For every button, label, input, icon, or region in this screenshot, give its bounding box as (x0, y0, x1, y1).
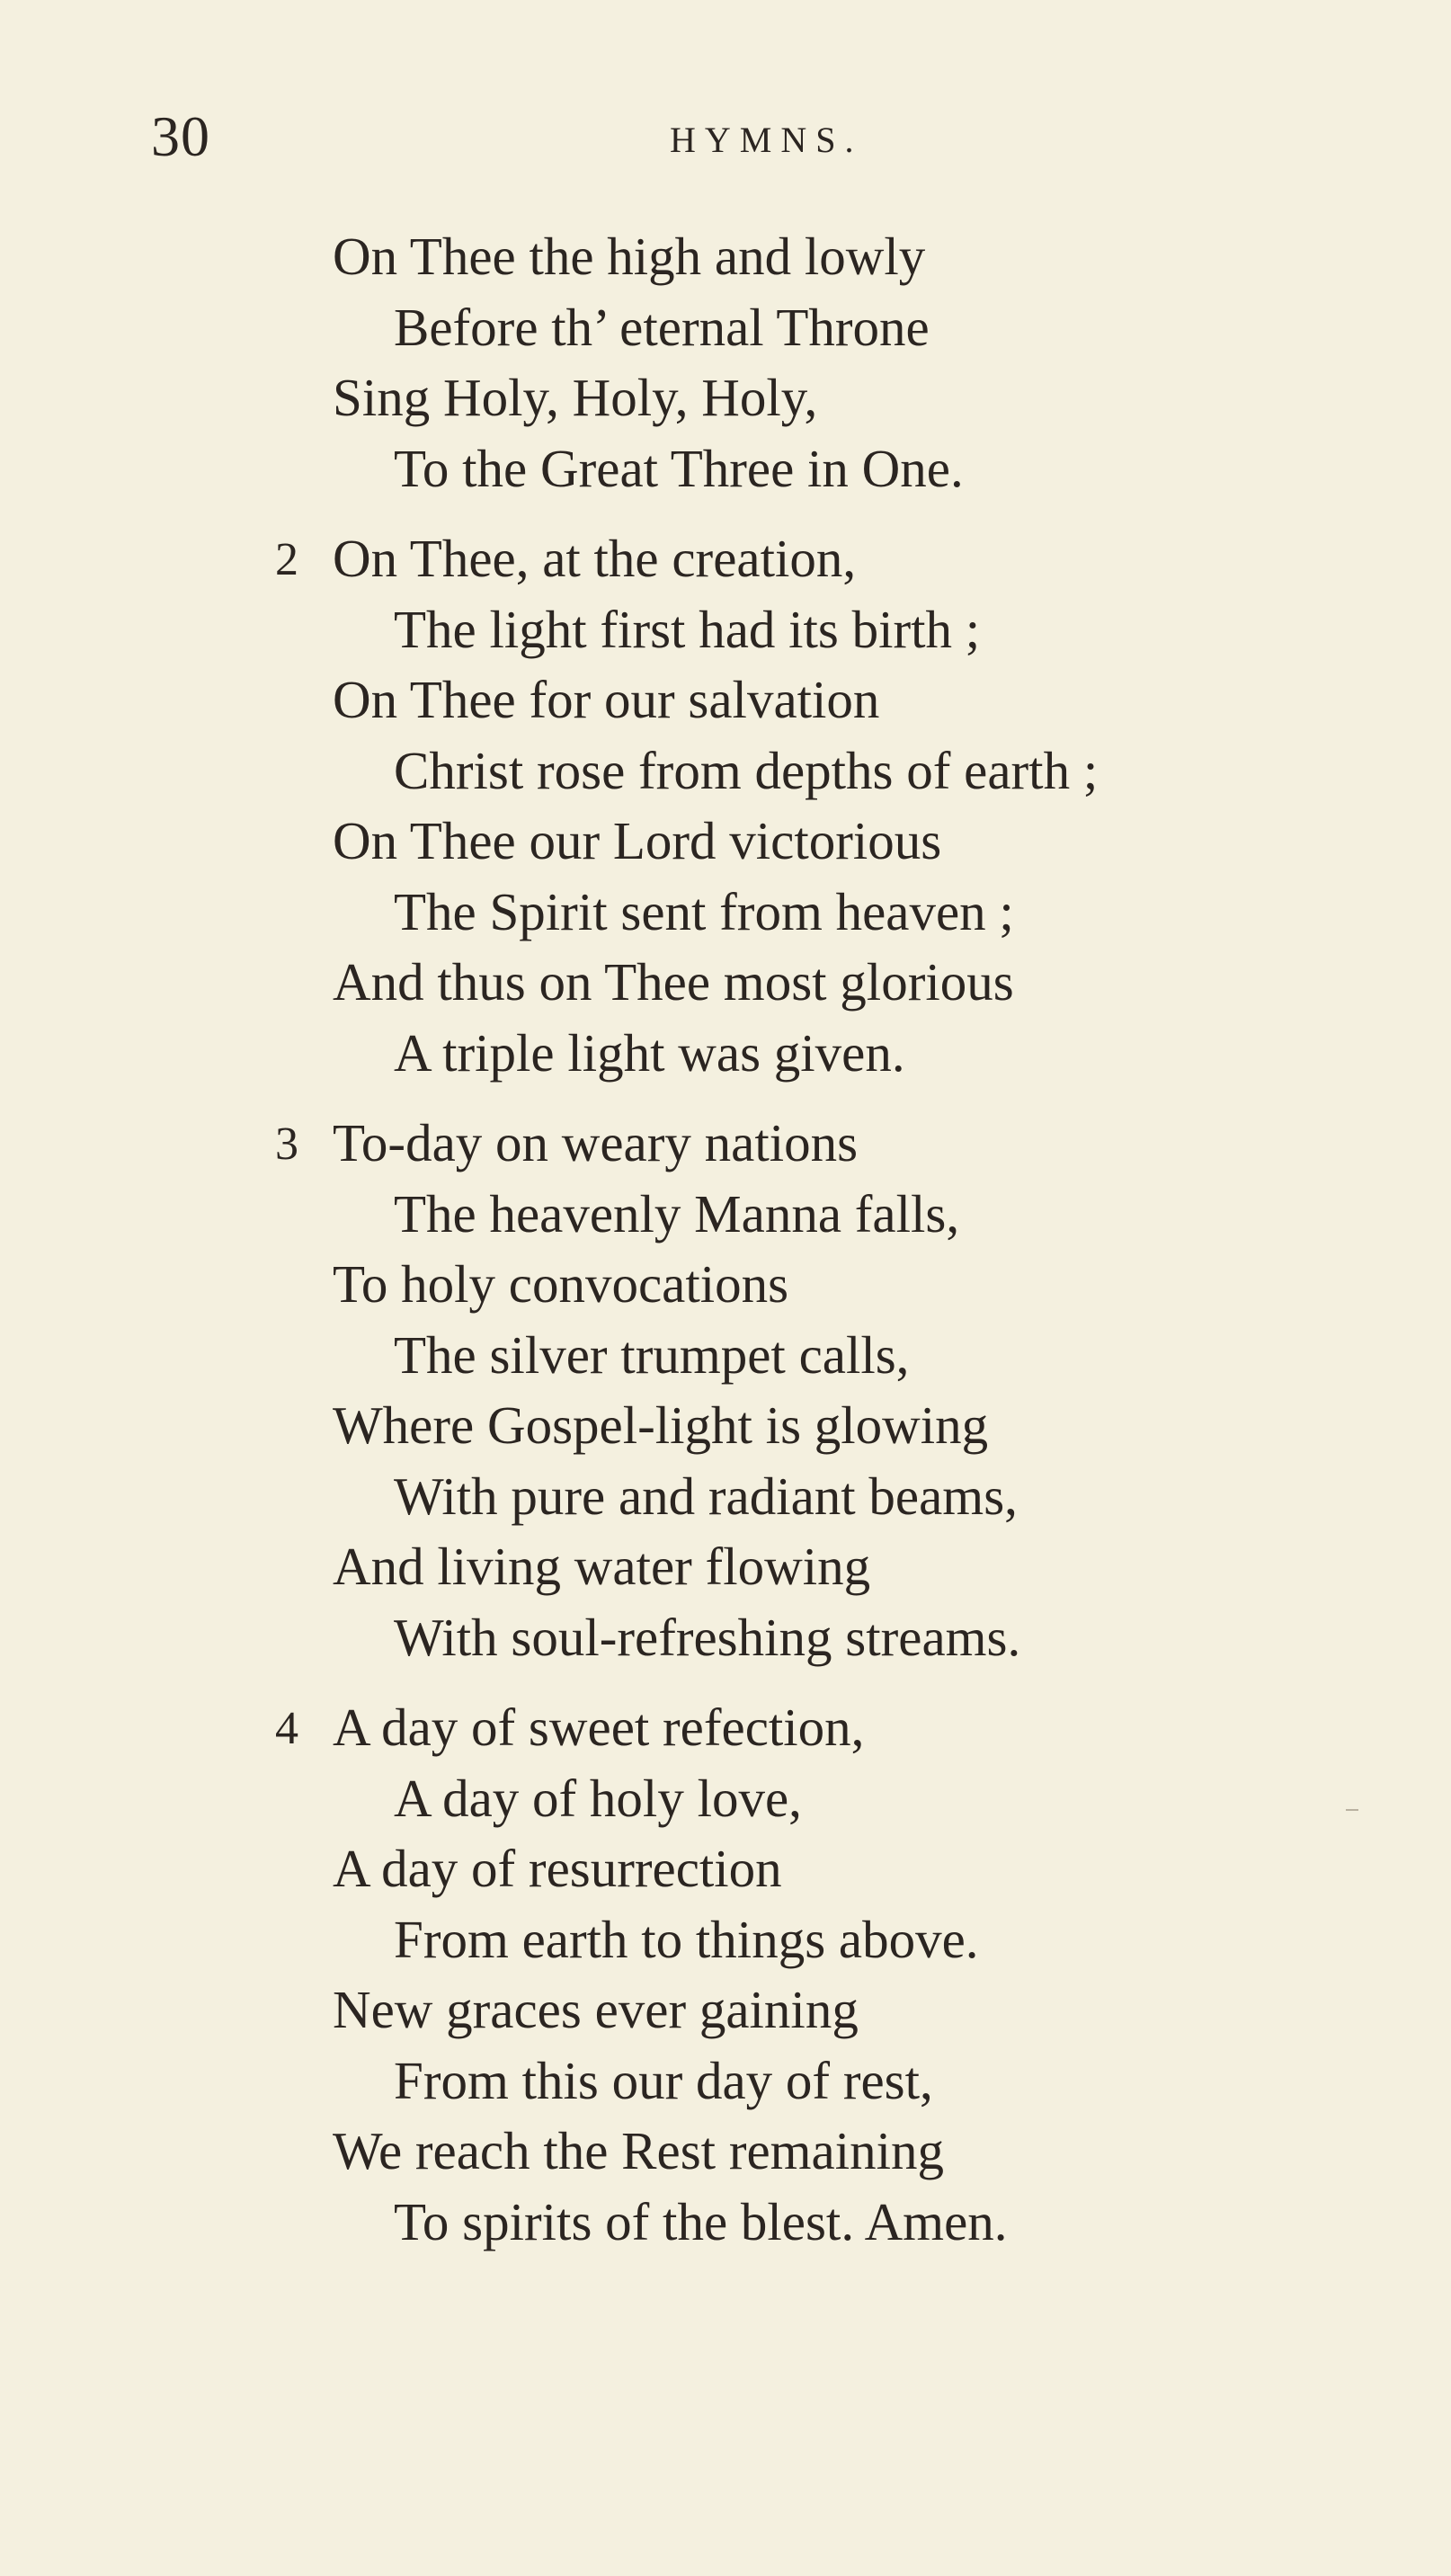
verse-line: And living water flowing (333, 1537, 871, 1596)
verse-line: And thus on Thee most glorious (333, 952, 1014, 1012)
verse-line: The light first had its birth ; (394, 599, 981, 659)
verse-line: Before th’ eternal Throne (394, 297, 930, 357)
stanza-2 (0, 523, 1451, 1088)
verse-line: On Thee the high and lowly (333, 227, 926, 286)
verse-line: We reach the Rest remaining (333, 2121, 945, 2180)
verse-line: On Thee, at the creation, (333, 529, 857, 588)
verse-line: From earth to things above. (394, 1909, 979, 1969)
verse-line: With soul-refreshing streams. (394, 1607, 1021, 1667)
stanza-3 (0, 1108, 1451, 1672)
verse-line: A day of sweet refection, (333, 1698, 865, 1757)
stanza-1 (0, 221, 1451, 504)
verse-line: The silver trumpet calls, (394, 1324, 910, 1385)
running-title: HYMNS. (670, 120, 863, 160)
verse-line: New graces ever gaining (333, 1980, 859, 2039)
verse-line: The heavenly Manna falls, (394, 1183, 960, 1243)
verse-line: From this our day of rest, (394, 2050, 933, 2110)
verse-line: To-day on weary nations (333, 1113, 859, 1172)
verse-line: A day of holy love, (394, 1768, 802, 1828)
verse-line: On Thee for our salvation (333, 670, 880, 729)
stanza-4 (0, 1692, 1451, 2257)
hymn-text (0, 221, 1451, 2257)
verse-line: A triple light was given. (394, 1022, 905, 1083)
page-number: 30 (151, 104, 210, 168)
verse-line: The Spirit sent from heaven ; (394, 881, 1014, 941)
verse-line: Where Gospel-light is glowing (333, 1395, 989, 1455)
stanza-number: 4 (275, 1703, 298, 1754)
verse-line: Christ rose from depths of earth ; (394, 740, 1099, 800)
margin-mark (1346, 1809, 1358, 1811)
verse-line: To spirits of the blest. Amen. (394, 2191, 1008, 2251)
verse-line: To holy convocations (333, 1254, 789, 1314)
stanza-number: 3 (275, 1119, 298, 1170)
verse-line: Sing Holy, Holy, Holy, (333, 368, 818, 427)
verse-line: To the Great Three in One. (394, 438, 964, 498)
stanza-number: 2 (275, 534, 298, 585)
verse-line: On Thee our Lord victorious (333, 811, 942, 870)
verse-line: With pure and radiant beams, (394, 1466, 1018, 1526)
verse-line: A day of resurrection (333, 1839, 782, 1898)
